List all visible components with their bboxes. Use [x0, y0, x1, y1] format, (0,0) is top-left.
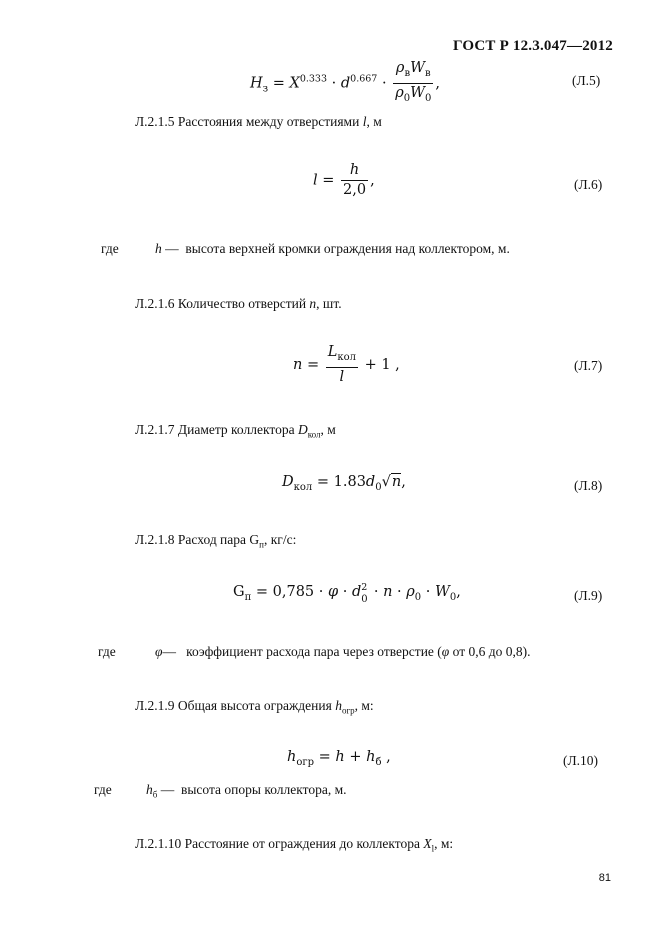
formula-l9-lhs: G: [233, 584, 245, 600]
formula-l7-eq: =: [302, 357, 324, 373]
formula-l10-lhs-sub: огр: [296, 757, 315, 768]
formula-l10-h2-sub: б: [375, 757, 382, 768]
paragraph-text: Л.2.1.7 Диаметр коллектора: [135, 422, 298, 437]
equation-number-l8: (Л.8): [574, 478, 603, 493]
paragraph-var: h: [335, 698, 342, 713]
paragraph-var-sub: огр: [341, 705, 355, 716]
formula-l8-root-sign: √: [381, 474, 391, 490]
paragraph-var-sub: п: [259, 539, 264, 550]
formula-l5-numerator: [393, 60, 433, 84]
where-clause-phi: [98, 644, 116, 660]
formula-l6-lhs: l: [313, 172, 318, 189]
formula-l9-tail: ,: [456, 584, 461, 600]
formula-l6-tail: ,: [370, 172, 375, 189]
formula-l9: [233, 584, 461, 603]
formula-l9-dot: ·: [369, 584, 384, 600]
formula-l7-numerator: [326, 344, 358, 368]
formula-l9-lhs-sub: п: [244, 592, 252, 603]
formula-l7-l-sub: кол: [337, 352, 356, 363]
formula-l9-dot: ·: [421, 584, 435, 600]
formula-l9-d: d: [351, 584, 362, 600]
where-text: высота опоры коллектора, м.: [180, 782, 347, 797]
formula-l6-numerator: [341, 162, 368, 181]
paragraph-unit: , шт.: [316, 296, 342, 311]
equation-number-l10: (Л.10): [563, 753, 599, 768]
formula-l9-eq: = 0,785 ·: [251, 584, 328, 600]
paragraph-unit: , м:: [434, 836, 454, 851]
formula-l5-fraction: [393, 60, 433, 107]
paragraph-l2-1-6: [135, 296, 342, 312]
paragraph-unit: , м: [320, 422, 336, 437]
formula-l7-den-l: l: [339, 369, 345, 385]
paragraph-text: Л.2.1.5 Расстояния между отверстиями: [135, 114, 363, 129]
paragraph-l2-1-7: [135, 422, 336, 440]
formula-l10-plus: +: [344, 749, 367, 765]
standard-code-header: ГОСТ Р 12.3.047—2012: [452, 38, 613, 54]
where-definition-hb: [146, 782, 347, 800]
formula-l6-h: h: [349, 162, 360, 178]
formula-l6: [313, 162, 375, 199]
formula-l8-tail: ,: [401, 474, 406, 490]
where-clause-hb: [94, 782, 112, 798]
formula-l5-rho: ρ: [395, 60, 405, 76]
formula-l9-d-exp: 2: [361, 582, 368, 593]
formula-l5-w: W: [410, 60, 425, 76]
formula-l9-rho-sub: 0: [414, 592, 422, 603]
paragraph-var: l: [362, 114, 367, 129]
formula-l7-lhs: n: [293, 357, 303, 373]
formula-l5-tail: ,: [435, 75, 440, 92]
paragraph-var: n: [309, 296, 317, 311]
formula-l10: [287, 749, 391, 768]
equation-number-l7: (Л.7): [574, 358, 603, 373]
formula-l6-eq: =: [317, 172, 340, 189]
formula-l5-rho0: ρ: [395, 85, 404, 101]
paragraph-var: X: [423, 836, 432, 851]
where-symbol: h: [146, 782, 153, 797]
formula-l5-w0-sub: 0: [425, 93, 432, 104]
formula-l5-rho0-sub: 0: [403, 93, 411, 104]
formula-l6-denominator: 2,0: [343, 182, 367, 198]
where-word: где: [94, 782, 112, 797]
formula-l5-denominator: [393, 84, 433, 107]
formula-l5-dot: ·: [327, 75, 341, 92]
formula-l10-eq: =: [314, 749, 336, 765]
where-text-tail: от 0,6 до 0,8).: [449, 644, 531, 659]
where-dash: —: [165, 241, 179, 256]
where-dash: —: [162, 644, 176, 659]
formula-l8-eq: = 1.83: [312, 474, 366, 490]
formula-l10-tail: ,: [381, 749, 391, 765]
formula-l8-radicand: n: [391, 474, 402, 490]
formula-l5-x: X: [289, 75, 300, 92]
formula-l10-h: h: [335, 749, 345, 765]
where-clause-h: [101, 241, 119, 257]
formula-l9-d-sub: 0: [361, 594, 368, 605]
where-definition-h: [155, 241, 510, 257]
where-symbol: h: [155, 241, 162, 256]
formula-l5-eq: =: [268, 75, 290, 92]
formula-l5-lhs: H: [250, 75, 263, 92]
formula-l7-l: L: [327, 344, 338, 360]
formula-l8: [282, 474, 406, 493]
paragraph-unit: , кг/с:: [263, 532, 297, 547]
formula-l9-phi: φ: [327, 584, 339, 600]
formula-l9-w-sub: 0: [449, 592, 457, 603]
formula-l5-dot: ·: [377, 75, 392, 92]
paragraph-text: Л.2.1.6 Количество отверстий: [135, 296, 310, 311]
formula-l8-lhs: D: [282, 474, 294, 490]
formula-l10-h2: h: [366, 749, 376, 765]
where-text: коэффициент расхода пара через отверстие (: [186, 644, 442, 659]
formula-l5-d-exp: 0.667: [350, 73, 378, 85]
equation-number-l5: (Л.5): [572, 73, 601, 88]
formula-l7-fraction: [326, 344, 358, 386]
formula-l7: [293, 344, 400, 386]
paragraph-l2-1-8: [135, 532, 296, 550]
page-number: 81: [598, 872, 611, 884]
paragraph-text: Л.2.1.9 Общая высота ограждения: [135, 698, 336, 713]
where-symbol: φ: [155, 644, 163, 659]
where-text: высота верхней кромки ограждения над коллектором, м.: [185, 241, 510, 256]
formula-l6-fraction: [341, 162, 368, 199]
formula-l8-d-sub: 0: [375, 482, 382, 493]
formula-l9-n: n: [383, 584, 393, 600]
formula-l10-lhs: h: [287, 749, 297, 765]
where-word: где: [101, 241, 119, 256]
formula-l8-d: d: [365, 474, 376, 490]
formula-l5-d: d: [340, 75, 351, 92]
paragraph-text: Л.2.1.10 Расстояние от ограждения до коллектора: [135, 836, 424, 851]
where-word: где: [98, 644, 116, 659]
formula-l5-lhs-sub: з: [262, 83, 269, 95]
equation-number-l6: (Л.6): [574, 177, 603, 192]
paragraph-text: Л.2.1.8 Расход пара G: [135, 532, 260, 547]
paragraph-l2-1-9: [135, 698, 374, 716]
paragraph-l2-1-5: [135, 114, 382, 130]
formula-l9-rho: ρ: [406, 584, 415, 600]
paragraph-var-sub: l: [431, 843, 435, 854]
where-symbol-sub: б: [152, 789, 158, 800]
paragraph-var-sub: кол: [307, 429, 321, 440]
formula-l7-denominator: [326, 368, 358, 386]
paragraph-l2-1-10: [135, 836, 453, 854]
formula-l5: [250, 60, 440, 107]
formula-l8-lhs-sub: кол: [293, 482, 313, 493]
where-dash: —: [160, 782, 175, 797]
formula-l7-tail: + 1 ,: [359, 357, 400, 373]
where-symbol-inline: φ: [441, 644, 450, 659]
formula-l9-w: W: [435, 584, 450, 600]
formula-l5-w-sub: в: [425, 68, 431, 79]
where-definition-phi: [155, 644, 530, 660]
formula-l5-x-exp: 0.333: [299, 73, 328, 85]
equation-number-l9: (Л.9): [574, 588, 603, 603]
formula-l9-dot: ·: [392, 584, 407, 600]
formula-l5-rho-sub: в: [404, 68, 411, 79]
paragraph-var: D: [297, 422, 308, 437]
paragraph-unit: , м: [366, 114, 382, 129]
paragraph-unit: , м:: [354, 698, 374, 713]
formula-l9-dot: ·: [338, 584, 352, 600]
formula-l5-w0: W: [410, 85, 425, 101]
